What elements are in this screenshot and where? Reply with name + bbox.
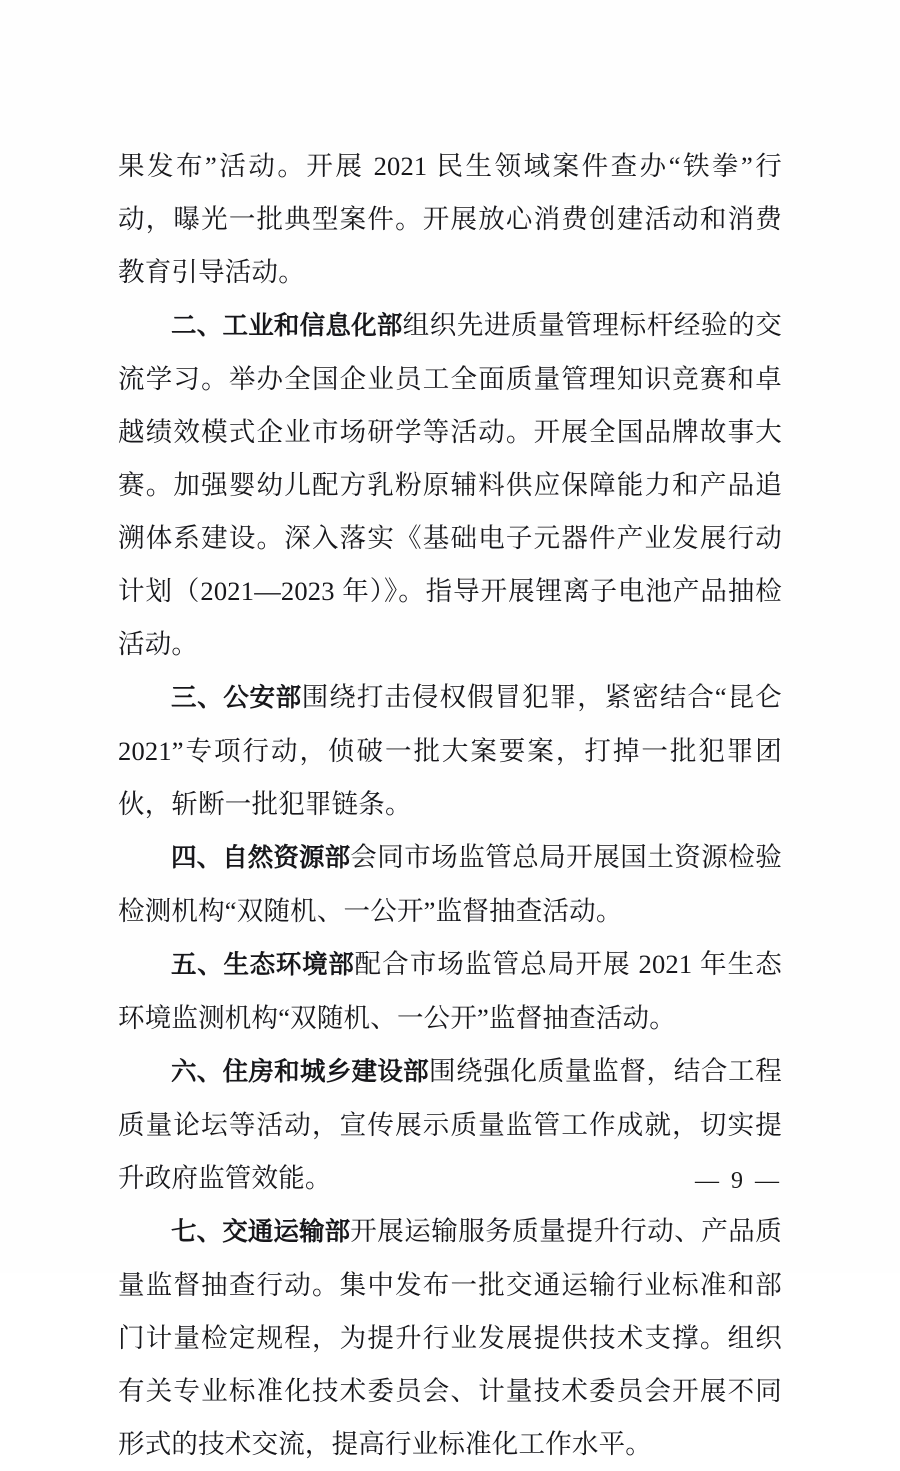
paragraph-lead-5: 五、生态环境部 xyxy=(171,950,355,980)
paragraph-lead-6: 六、住房和城乡建设部 xyxy=(171,1057,429,1087)
paragraph-text: 果发布”活动。开展 2021 民生领域案件查办“铁拳”行动，曝光一批典型案件。开展放心消费创建活动和消费教育引导活动。 xyxy=(118,151,782,287)
paragraph-text-2: 组织先进质量管理标杆经验的交流学习。举办全国企业员工全面质量管理知识竞赛和卓越绩效模式企业市场研学等活动。开展全国品牌故事大赛。加强婴幼儿配方乳粉原辅料供应保障能力和产品追溯体系建设。深入落实《基础电子元器件产业发展行动计划（2021—2023 年）》。指导开展锂离子电池产品抽检活动。 xyxy=(118,310,782,659)
document-body xyxy=(118,140,782,1471)
page-number: — 9 — xyxy=(695,1168,782,1194)
paragraph-lead-2: 二、工业和信息化部 xyxy=(171,311,403,341)
paragraph-text-7: 开展运输服务质量提升行动、产品质量监督抽查行动。集中发布一批交通运输行业标准和部门计量检定规程，为提升行业发展提供技术支撑。组织有关专业标准化技术委员会、计量技术委员会开展不同形式的技术交流，提高行业标准化工作水平。 xyxy=(118,1216,782,1459)
paragraph-text-4: 会同市场监管总局开展国土资源检验检测机构“双随机、一公开”监督抽查活动。 xyxy=(118,842,782,926)
paragraph-item-3 xyxy=(118,671,782,831)
paragraph-item-7 xyxy=(118,1205,782,1471)
paragraph-lead-4: 四、自然资源部 xyxy=(171,843,351,873)
paragraph-text-5: 配合市场监管总局开展 2021 年生态环境监测机构“双随机、一公开”监督抽查活动。 xyxy=(118,949,782,1033)
paragraph-lead-7: 七、交通运输部 xyxy=(171,1217,351,1247)
paragraph-text-6: 围绕强化质量监督，结合工程质量论坛等活动，宣传展示质量监管工作成就，切实提升政府监管效能。 xyxy=(118,1056,782,1193)
paragraph-continued xyxy=(118,140,782,299)
paragraph-text-3: 围绕打击侵权假冒犯罪，紧密结合“昆仑 2021”专项行动，侦破一批大案要案，打掉一批犯罪团伙，斩断一批犯罪链条。 xyxy=(118,682,782,819)
paragraph-item-2 xyxy=(118,299,782,671)
paragraph-item-5 xyxy=(118,938,782,1045)
paragraph-item-4 xyxy=(118,831,782,938)
paragraph-lead-3: 三、公安部 xyxy=(171,683,302,713)
